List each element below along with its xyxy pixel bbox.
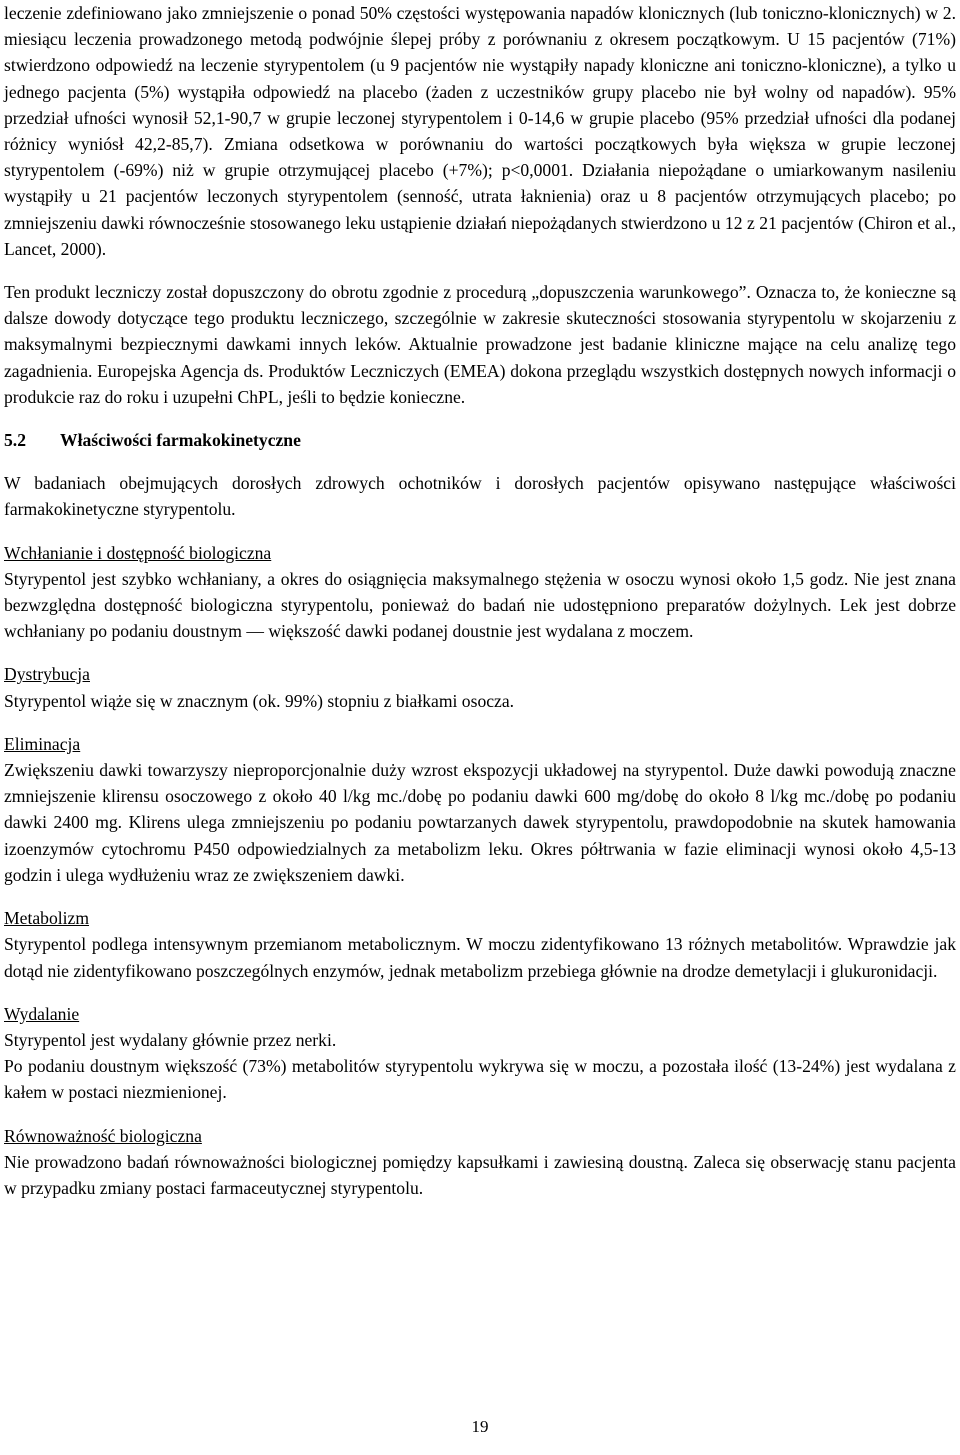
elimination-text: Zwiększeniu dawki towarzyszy nieproporcjonalnie duży wzrost ekspozycji układowej na styrypentol. Duże dawki powodują znaczne zmniejszenie klirensu osoczowego z około 40 l/kg mc./dobę po podaniu dawki 600 mg/dobę do około 8 l/kg mc./dobę po podaniu dawki 2400 mg. Klirens ulega zmniejszeniu po podaniu powtarzanych dawek styrypentolu, prawdopodobnie na skutek hamowania izoenzymów cytochromu P450 odpowiedzialnych za metabolizm leku. Okres półtrwania w fazie eliminacji wynosi około 4,5-13 godzin i ulega wydłużeniu wraz ze zwiększeniem dawki. bbox=[4, 760, 956, 885]
section-number: 5.2 bbox=[4, 430, 26, 451]
metabolism-heading: Metabolizm bbox=[4, 908, 90, 929]
intro-paragraph: leczenie zdefiniowano jako zmniejszenie o ponad 50% częstości występowania napadów klonicznych (lub toniczno-klonicznych) w 2. miesiącu leczenia prowadzonego metodą podwójnie ślepej próby z porównaniu z okresem początkowym. U 15 pacjentów (71%) stwierdzono odpowiedź na leczenie styrypentolem (u 9 pacjentów nie wystąpiły napady kloniczne ani toniczno-kloniczne), a tylko u jednego pacjenta (5%) wystąpiła odpowiedź na placebo (żaden z uczestników grupy placebo nie był wolny od napadów). 95% przedział ufności wynosił 52,1-90,7 w grupie leczonej styrypentolem i 0-14,6 w grupie placebo (95% przedział ufności dla podanej różnicy wyniósł 42,2-85,7). Zmiana odsetkowa w porównaniu do wartości początkowych była większa w grupie leczonej styrypentolem (-69%) niż w grupie otrzymującej placebo (+7%); p<0,0001. Działania niepożądane o umiarkowanym nasileniu wystąpiły u 21 pacjentów leczonych styrypentolem (senność, utrata łaknienia) oraz u 8 pacjentów otrzymujących placebo; po zmniejszeniu dawki równocześnie stosowanego leku ustąpienie działań niepożądanych stwierdzono u 12 z 21 pacjentów (Chiron et al., Lancet, 2000). bbox=[4, 3, 956, 259]
approval-paragraph: Ten produkt leczniczy został dopuszczony do obrotu zgodnie z procedurą „dopuszczenia warunkowego”. Oznacza to, że konieczne są dalsze dowody dotyczące tego produktu leczniczego, szczególnie w zakresie skuteczności stosowania styrypentolu w skojarzeniu z maksymalnymi bezpiecznymi dawkami innych leków. Aktualnie prowadzone jest badanie kliniczne mające na celu analizę tego zagadnienia. Europejska Agencja ds. Produktów Leczniczych (EMEA) dokona przeglądu wszystkich dostępnych nowych informacji o produkcie raz do roku i uzupełni ChPL, jeśli to będzie konieczne. bbox=[4, 282, 956, 407]
absorption-heading: Wchłanianie i dostępność biologiczna bbox=[4, 542, 272, 563]
document-page bbox=[4, 0, 956, 1201]
distribution-text: Styrypentol wiąże się w znacznym (ok. 99%) stopniu z białkami osocza. bbox=[4, 690, 515, 711]
excretion-heading: Wydalanie bbox=[4, 1003, 80, 1024]
elimination-heading: Eliminacja bbox=[4, 733, 81, 754]
excretion-text-2: Po podaniu doustnym większość (73%) metabolitów styrypentolu wykrywa się w moczu, a pozostała ilość (13-24%) jest wydalana z kałem w postaci niezmienionej. bbox=[4, 1056, 956, 1103]
bioequivalence-text: Nie prowadzono badań równoważności biologicznej pomiędzy kapsułkami i zawiesiną doustną. Zaleca się obserwację stanu pacjenta w przypadku zmiany postaci farmaceutycznej styrypentolu. bbox=[4, 1151, 956, 1198]
absorption-text: Styrypentol jest szybko wchłaniany, a okres do osiągnięcia maksymalnego stężenia w osoczu wynosi około 1,5 godz. Nie jest znana bezwzględna dostępność biologiczna styrypentolu, ponieważ do badań nie udostępniono preparatów dożylnych. Lek jest dobrze wchłaniany po podaniu doustnym — większość dawki podanej doustnie jest wydalana z moczem. bbox=[4, 568, 956, 642]
section-title: Właściwości farmakokinetyczne bbox=[60, 430, 301, 451]
section-heading bbox=[4, 427, 956, 453]
bioequivalence-heading: Równoważność biologiczna bbox=[4, 1125, 202, 1146]
metabolism-text: Styrypentol podlega intensywnym przemianom metabolicznym. W moczu zidentyfikowano 13 różnych metabolitów. Wprawdzie jak dotąd nie zidentyfikowano poszczególnych enzymów, jednak metabolizm przebiega głównie na drodze demetylacji i glukuronidacji. bbox=[4, 934, 956, 981]
page-number: 19 bbox=[471, 1417, 489, 1436]
section-intro: W badaniach obejmujących dorosłych zdrowych ochotników i dorosłych pacjentów opisywano następujące właściwości farmakokinetyczne styrypentolu. bbox=[4, 473, 956, 520]
excretion-text-1: Styrypentol jest wydalany głównie przez nerki. bbox=[4, 1029, 337, 1050]
distribution-heading: Dystrybucja bbox=[4, 664, 90, 685]
